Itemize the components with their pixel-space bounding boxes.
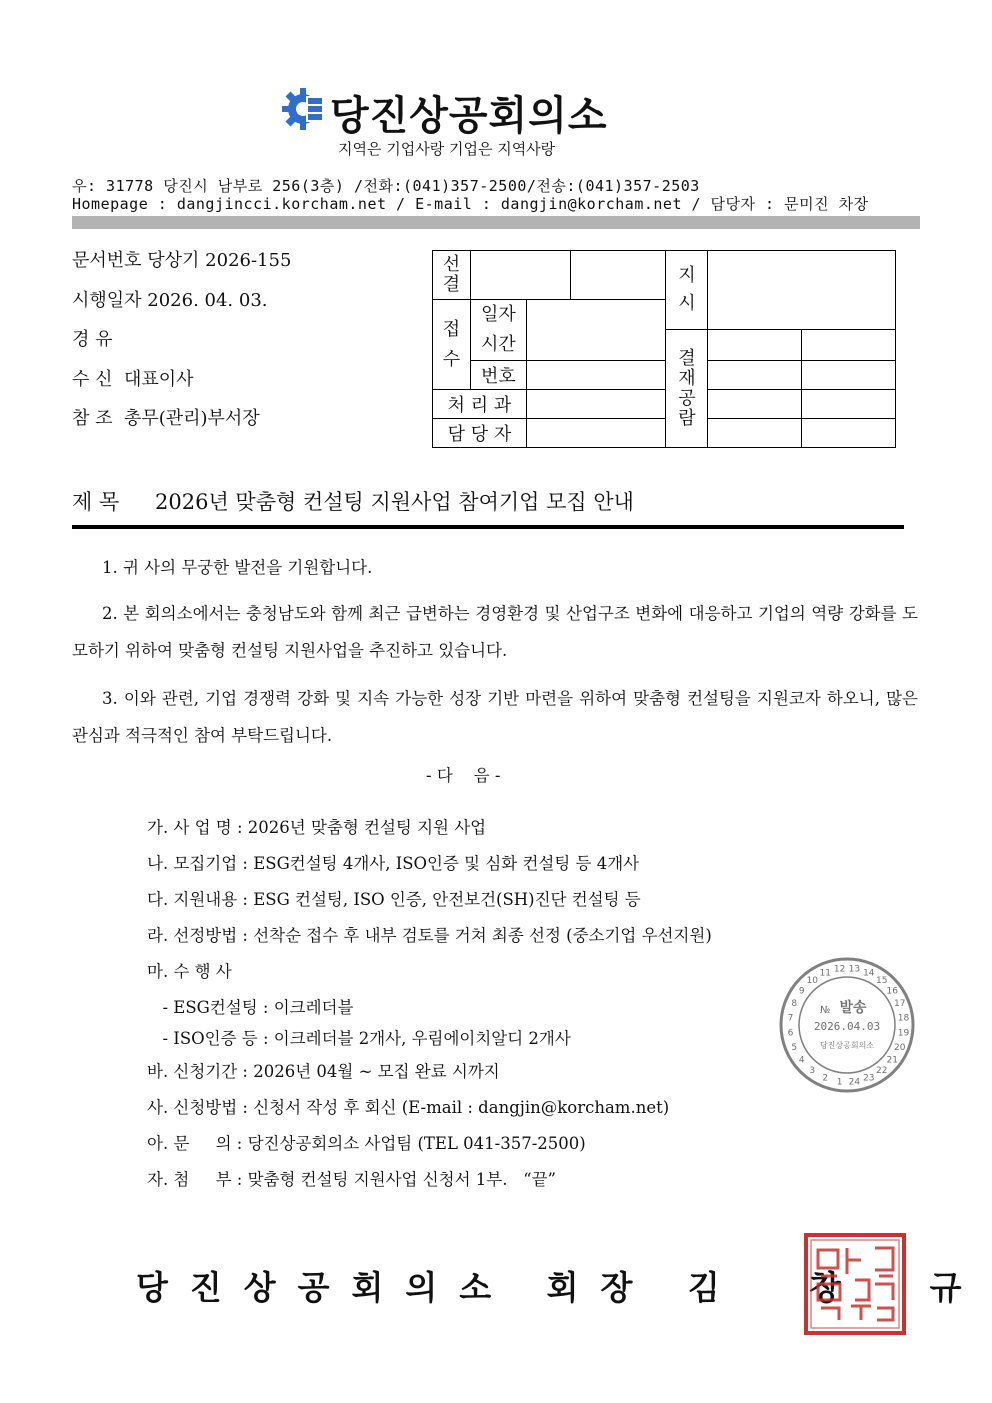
reception-label: 접수 [433, 300, 471, 390]
item-a: 아. 문 의 : 당진상공회의소 사업팀 (TEL 041-357-2500) [147, 1134, 586, 1153]
dispatch-stamp [778, 956, 916, 1094]
subject-label: 제 목 [72, 490, 120, 514]
stamp-label: 발송 [839, 1000, 867, 1016]
item-ga: 가. 사 업 명 : 2026년 맞춤형 컨설팅 지원 사업 [147, 818, 487, 837]
paragraph-1: 1. 귀 사의 무궁한 발전을 기원합니다. [102, 558, 373, 577]
item-na: 나. 모집기업 : ESG컨설팅 4개사, ISO인증 및 심화 컨설팅 등 4개사 [147, 854, 640, 873]
stamp-number: 11 [819, 968, 831, 979]
instruction-label: 지시 [666, 251, 708, 330]
stamp-number: 14 [863, 968, 875, 979]
stamp-number: 5 [791, 1042, 798, 1053]
stamp-no-mark: № [820, 1005, 831, 1016]
item-sa: 사. 신청방법 : 신청서 작성 후 회신 (E-mail : dangjin@korcham.net) [147, 1098, 670, 1117]
stamp-number: 8 [791, 999, 798, 1010]
divider-text: - 다 음 - [426, 766, 501, 785]
stamp-number: 1 [836, 1077, 843, 1088]
item-ma-esg: - ESG컨설팅 : 이크레더블 [152, 998, 354, 1017]
number-label: 번호 [470, 361, 526, 390]
stamp-number: 4 [798, 1055, 805, 1066]
stamp-number: 15 [875, 975, 888, 986]
contact-line: Homepage : dangjincci.korcham.net / E-mail : dangjin@korcham.net / 담당자 : 문미진 차장 [72, 195, 869, 213]
chamber-logo-icon [282, 88, 326, 130]
stamp-number: 7 [787, 1013, 794, 1024]
header-divider [72, 216, 920, 229]
recipient: 수 신 대표이사 [72, 369, 194, 390]
subject-rule [72, 525, 904, 529]
stamp-number: 6 [787, 1028, 794, 1039]
stamp-number: 3 [809, 1066, 816, 1077]
paragraph-3: 3. 이와 관련, 기업 경쟁력 강화 및 지속 가능한 성장 기반 마련을 위하여 맞춤형 컨설팅을 지원코자 하오니, 많은 관심과 적극적인 참여 부탁드립니다. [72, 689, 918, 745]
stamp-number: 13 [848, 964, 861, 975]
official-seal [803, 1232, 907, 1336]
signature-line: 당진상공회의소 회장 김 창 규 [136, 1268, 984, 1307]
address-line: 우: 31778 당진시 남부로 256(3층) /전화:(041)357-2500/전송:(041)357-2503 [72, 177, 700, 195]
stamp-number: 2 [822, 1073, 829, 1084]
item-ma: 마. 수 행 사 [147, 962, 232, 981]
doc-number: 문서번호 당상기 2026-155 [72, 250, 292, 271]
stamp-number: 21 [886, 1055, 898, 1066]
stamp-number: 16 [886, 986, 898, 997]
item-ba: 바. 신청기간 : 2026년 04월 ~ 모집 완료 시까지 [147, 1062, 500, 1081]
slogan: 지역은 기업사랑 기업은 지역사랑 [338, 140, 556, 158]
reference: 참 조 총무(관리)부서장 [72, 408, 260, 429]
org-name: 당진상공회의소 [330, 93, 608, 139]
date-label: 일자 [481, 304, 516, 325]
stamp-number: 9 [798, 986, 805, 997]
letterhead [282, 84, 702, 139]
paragraph-2: 2. 본 회의소에서는 충청남도와 함께 최근 급변하는 경영환경 및 산업구조 변화에 대응하고 기업의 역량 강화를 도모하기 위하여 맞춤형 컨설팅 지원사업을 추진하고 있습니다. [72, 604, 918, 660]
approval-table [432, 250, 896, 448]
via: 경 유 [72, 329, 113, 350]
person-in-charge-label: 담 당 자 [433, 419, 527, 448]
subject-title: 2026년 맞춤형 컨설팅 지원사업 참여기업 모집 안내 [155, 490, 634, 514]
processing-dept-label: 처 리 과 [433, 390, 527, 419]
stamp-number: 12 [833, 964, 846, 975]
stamp-org: 당진상공회의소 [819, 1041, 875, 1050]
stamp-number: 10 [806, 975, 819, 986]
selection-label: 선결 [433, 251, 471, 300]
item-da: 다. 지원내용 : ESG 컨설팅, ISO 인증, 안전보건(SH)진단 컨설팅 등 [147, 890, 641, 909]
stamp-number: 18 [897, 1013, 910, 1024]
item-ra: 라. 선정방법 : 선착순 접수 후 내부 검토를 거쳐 최종 선정 (중소기업 우선지원) [147, 926, 712, 945]
stamp-number: 20 [893, 1042, 906, 1053]
official-seal-graphic [803, 1232, 907, 1336]
item-ja: 자. 첨 부 : 맞춤형 컨설팅 지원사업 신청서 1부. “끝” [147, 1170, 556, 1189]
stamp-number: 24 [848, 1077, 861, 1088]
stamp-number: 17 [893, 999, 906, 1010]
time-label: 시간 [481, 334, 516, 355]
stamp-number: 23 [863, 1073, 875, 1084]
stamp-number: 19 [897, 1028, 910, 1039]
stamp-date: 2026.04.03 [813, 1020, 881, 1033]
item-ma-iso: - ISO인증 등 : 이크레더블 2개사, 우림에이치알디 2개사 [152, 1029, 571, 1048]
approval-review-label: 결재공람 [666, 330, 708, 448]
issue-date: 시행일자 2026. 04. 03. [72, 290, 268, 311]
stamp-number: 22 [875, 1066, 888, 1077]
dispatch-stamp-graphic [778, 956, 916, 1094]
